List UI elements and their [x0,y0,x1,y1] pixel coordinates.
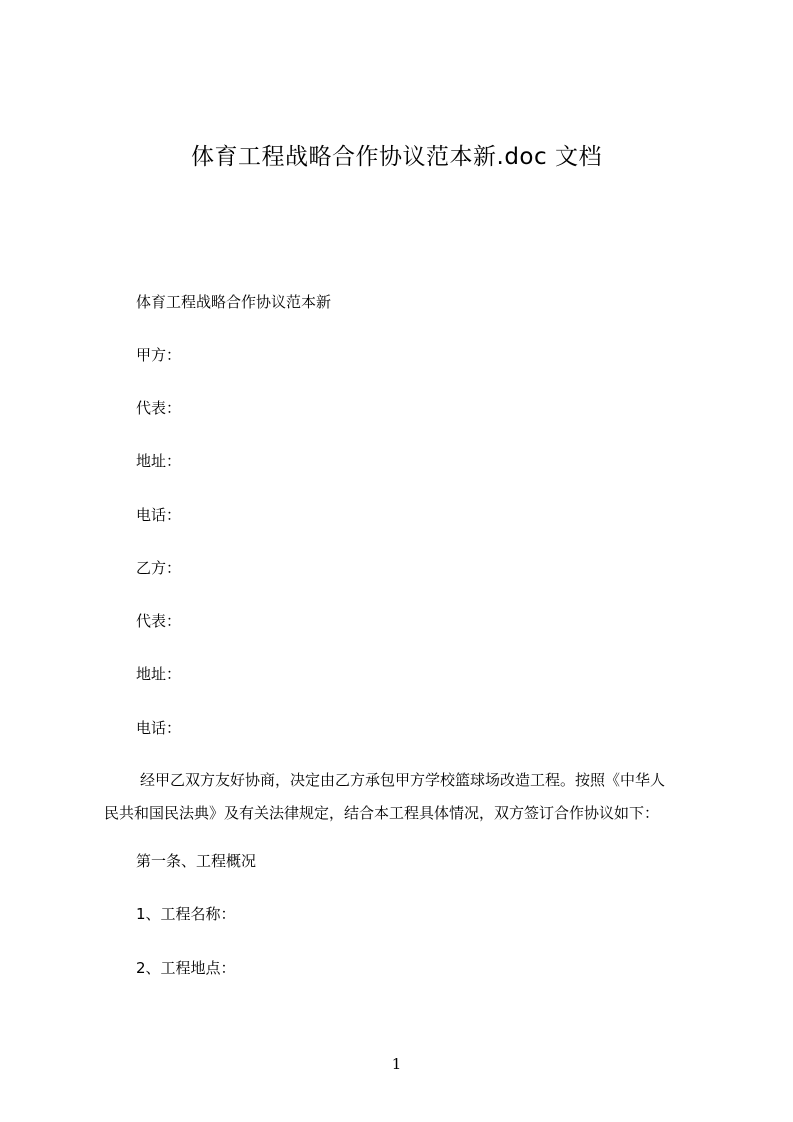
party-b-label: 乙方： [136,559,182,577]
article-1-item-1: 1、工程名称： [136,905,236,923]
party-b-address-label: 地址： [136,665,182,683]
agreement-subtitle: 体育工程战略合作协议范本新 [136,293,332,311]
intro-paragraph [104,770,704,823]
party-b-phone-label: 电话： [136,719,182,737]
party-a-representative-label: 代表： [136,399,182,417]
article-1-heading: 第一条、工程概况 [136,852,257,870]
intro-paragraph-line-1: 经甲乙双方友好协商，决定由乙方承包甲方学校篮球场改造工程。按照《中华人 [140,771,666,789]
party-b-representative-label: 代表： [136,612,182,630]
party-a-address-label: 地址： [136,452,182,470]
page-number: 1 [391,1055,402,1073]
party-a-phone-label: 电话： [136,506,182,524]
article-1-item-2: 2、工程地点： [136,959,236,977]
party-a-label: 甲方： [136,346,182,364]
intro-paragraph-line-2: 民共和国民法典》及有关法律规定，结合本工程具体情况，双方签订合作协议如下： [104,804,660,822]
document-title: 体育工程战略合作协议范本新.doc 文档 [191,144,602,170]
